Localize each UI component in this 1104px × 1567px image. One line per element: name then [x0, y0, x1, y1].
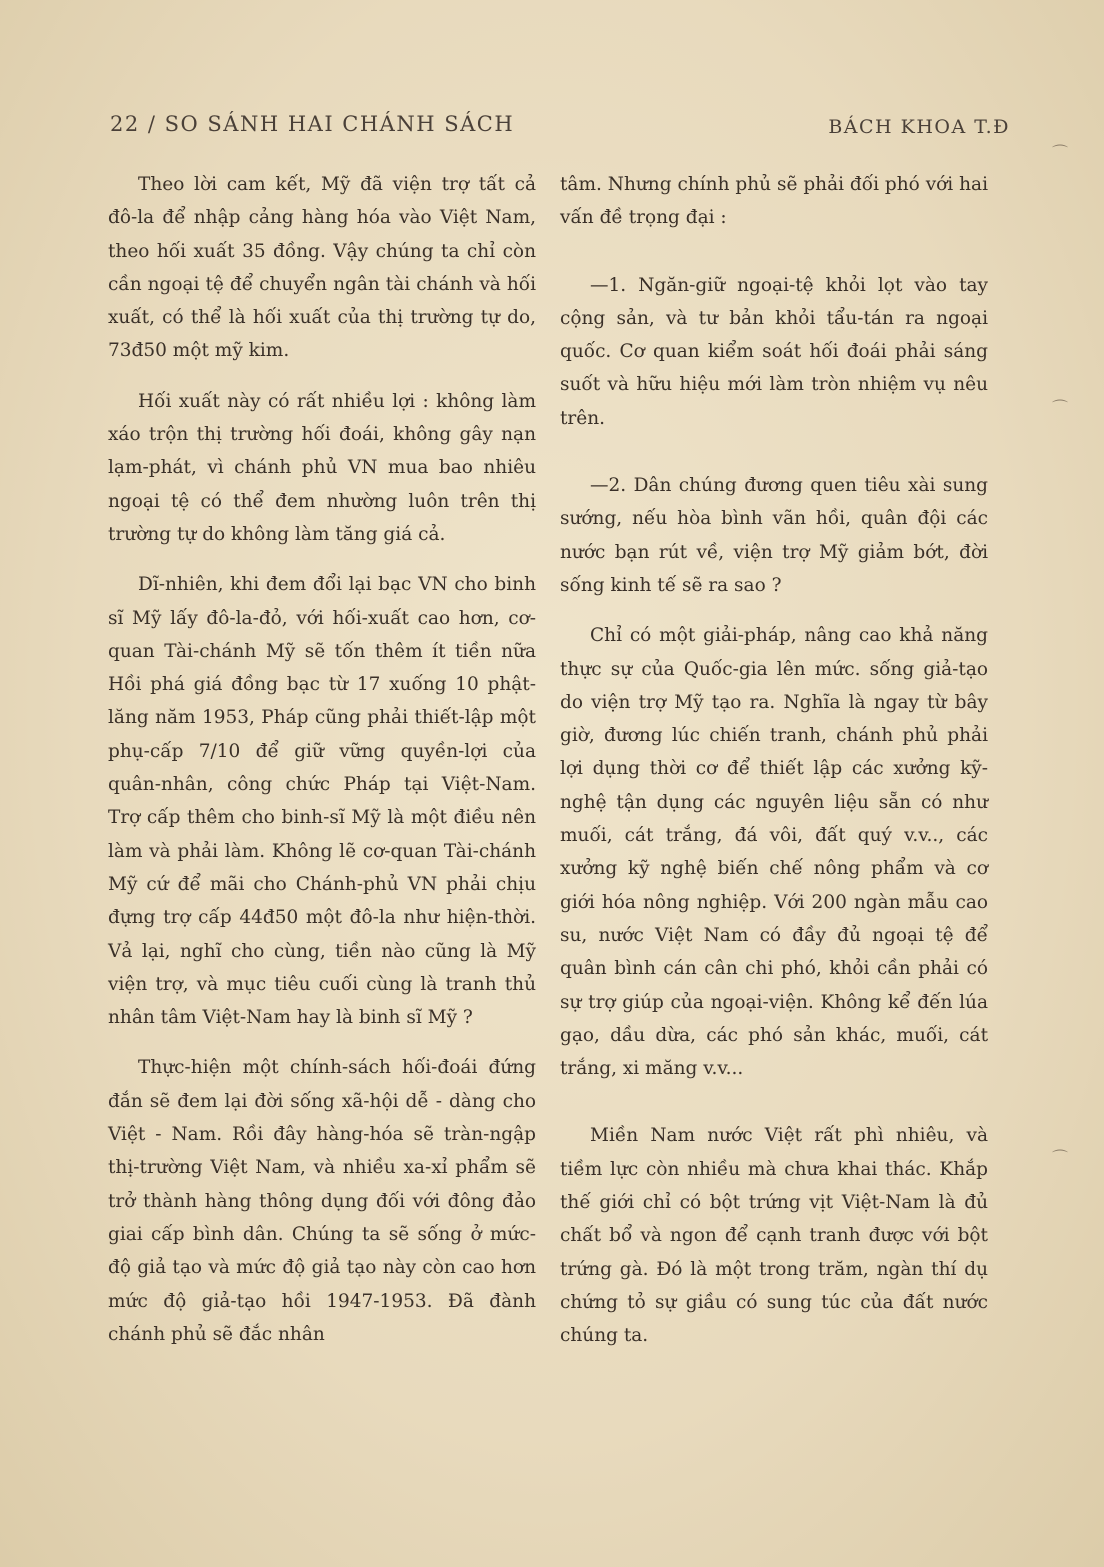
page-number-and-article-title: 22 / SO SÁNH HAI CHÁNH SÁCH [110, 112, 515, 136]
paragraph: tâm. Nhưng chính phủ sẽ phải đối phó với hai vấn đề trọng đại : [560, 174, 988, 229]
paragraph: Hối xuất này có rất nhiều lợi : không làm xáo trộn thị trường hối đoái, không gây nạn lạm-phát, vì chánh phủ VN mua bao nhiêu ngoại tệ có thể đem nhường luôn trên thị trường tự do không làm tăng giá cả. [108, 390, 536, 545]
right-column [560, 168, 988, 1353]
paragraph: Chỉ có một giải-pháp, nâng cao khả năng thực sự của Quốc-gia lên mức. sống giả-tạo do viện trợ Mỹ tạo ra. Nghĩa là ngay từ bây giờ, đương lúc chiến tranh, chánh phủ phải lợi dụng thời cơ để thiết lập các xưởng kỹ-nghệ tận dụng các nguyên liệu sẵn có như muối, cát trắng, đá vôi, đất quý v.v.., các xưởng kỹ nghệ biến chế nông phẩm và cơ giới hóa nông nghiệp. Với 200 ngàn mẫu cao su, nước Việt Nam có đầy đủ ngoại tệ để quân bình cán cân chi phó, khỏi cần phải có sự trợ giúp của ngoại-viện. Không kể đến lúa gạo, dầu dừa, các phó sản khác, muối, cát trắng, xi măng v.v... [560, 625, 988, 1080]
paragraph: Thực-hiện một chính-sách hối-đoái đứng đắn sẽ đem lại đời sống xã-hội dễ - dàng cho Việt - Nam. Rồi đây hàng-hóa sẽ tràn-ngập thị-trường Việt Nam, và nhiều xa-xỉ phẩm sẽ trở thành hàng thông dụng đối với đông đảo giai cấp bình dân. Chúng ta sẽ sống ở mức-độ giả tạo và mức độ giả tạo này còn cao hơn mức độ giả-tạo hồi 1947-1953. Đã đành chánh phủ sẽ đắc nhân [108, 1057, 536, 1345]
page-header [110, 112, 1010, 152]
binding-hole-mark: ⌒ [1052, 398, 1069, 417]
numbered-point-2: —2. Dân chúng đương quen tiêu xài sung sướng, nếu hòa bình vãn hồi, quân đội các nước bạn rút về, viện trợ Mỹ giảm bớt, đời sống kinh tế sẽ ra sao ? [560, 475, 988, 596]
binding-hole-mark: ⌒ [1052, 1148, 1069, 1167]
magazine-title: BÁCH KHOA T.Đ [828, 116, 1010, 138]
paragraph: Theo lời cam kết, Mỹ đã viện trợ tất cả đô-la để nhập cảng hàng hóa vào Việt Nam, theo hối xuất 35 đồng. Vậy chúng ta chỉ còn cần ngoại tệ để chuyển ngân tài chánh và hối xuất, có thể là hối xuất của thị trường tự do, 73đ50 một mỹ kim. [108, 174, 536, 362]
paragraph: Miền Nam nước Việt rất phì nhiêu, và tiềm lực còn nhiều mà chưa khai thác. Khắp thế giới chỉ có bột trứng vịt Việt-Nam là đủ chất bổ và ngon để cạnh tranh được với bột trứng gà. Đó là một trong trăm, ngàn thí dụ chứng tỏ sự giầu có sung túc của đất nước chúng ta. [560, 1125, 988, 1347]
left-column [108, 168, 536, 1351]
paragraph: Dĩ-nhiên, khi đem đổi lại bạc VN cho binh sĩ Mỹ lấy đô-la-đỏ, với hối-xuất cao hơn, cơ-quan Tài-chánh Mỹ sẽ tốn thêm ít tiền nữa Hồi phá giá đồng bạc từ 17 xuống 10 phật-lăng năm 1953, Pháp cũng phải thiết-lập một phụ-cấp 7/10 để giữ vững quyền-lợi của quân-nhân, công chức Pháp tại Việt-Nam. Trợ cấp thêm cho binh-sĩ Mỹ là một điều nên làm và phải làm. Không lẽ cơ-quan Tài-chánh Mỹ cứ để mãi cho Chánh-phủ VN phải chịu đựng trợ cấp 44đ50 một đô-la như hiện-thời. Vả lại, nghĩ cho cùng, tiền nào cũng là Mỹ viện trợ, và mục tiêu cuối cùng là tranh thủ nhân tâm Việt-Nam hay là binh sĩ Mỹ ? [108, 574, 536, 1029]
binding-hole-mark: ⌒ [1052, 143, 1069, 162]
numbered-point-1: —1. Ngăn-giữ ngoại-tệ khỏi lọt vào tay cộng sản, và tư bản khỏi tẩu-tán ra ngoại quốc. Cơ quan kiểm soát hối đoái phải sáng suốt và hữu hiệu mới làm tròn nhiệm vụ nêu trên. [560, 274, 988, 429]
